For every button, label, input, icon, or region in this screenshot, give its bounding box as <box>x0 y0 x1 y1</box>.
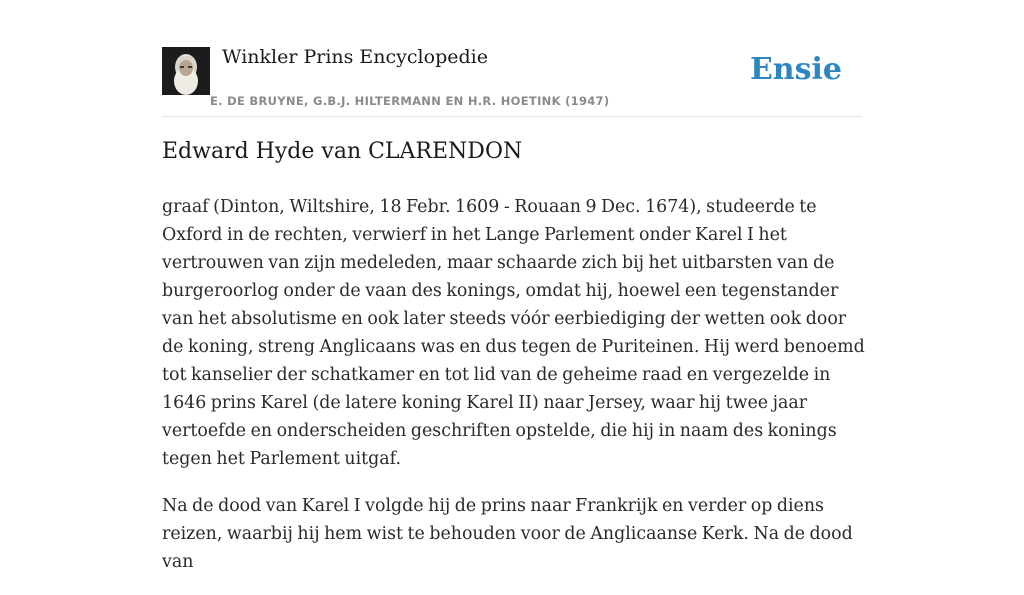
paragraph: graaf (Dinton, Wiltshire, 18 Febr. 1609 - Rouaan 9 Dec. 1674), studeerde te Oxford in de rechten, verwierf in het Lange Parlement onder Karel I het vertrouwen van zijn medeleden, maar schaarde zich bij het uitbarsten van de burgeroorlog onder de vaan des konings, omdat hij, hoewel een tegenstander van het absolutisme en ook later steeds vóór eerbiediging der wetten ook door de koning, streng Anglicaans was en dus tegen de Puriteinen. Hij werd benoemd tot kanselier der schatkamer en tot lid van de geheime raad en vergezelde in 1646 prins Karel (de latere koning Karel II) naar Jersey, waar hij twee jaar vertoefde en onderscheiden geschriften opstelde, die hij in naam des konings tegen het Parlement uitgaf. <box>162 197 865 469</box>
header <box>162 0 862 117</box>
brand-logo[interactable]: Ensie <box>749 52 842 87</box>
portrait-icon <box>162 47 210 95</box>
source-title[interactable]: Winkler Prins Encyclopedie <box>222 46 488 68</box>
avatar <box>162 47 210 95</box>
page-title: Edward Hyde van CLARENDON <box>162 139 523 164</box>
article-body <box>162 193 867 595</box>
authors: E. DE BRUYNE, G.B.J. HILTERMANN EN H.R. HOETINK (1947) <box>210 94 610 108</box>
paragraph: Na de dood van Karel I volgde hij de prins naar Frankrijk en verder op diens reizen, waarbij hij hem wist te behouden voor de Anglicaanse Kerk. Na de dood van <box>162 496 853 572</box>
